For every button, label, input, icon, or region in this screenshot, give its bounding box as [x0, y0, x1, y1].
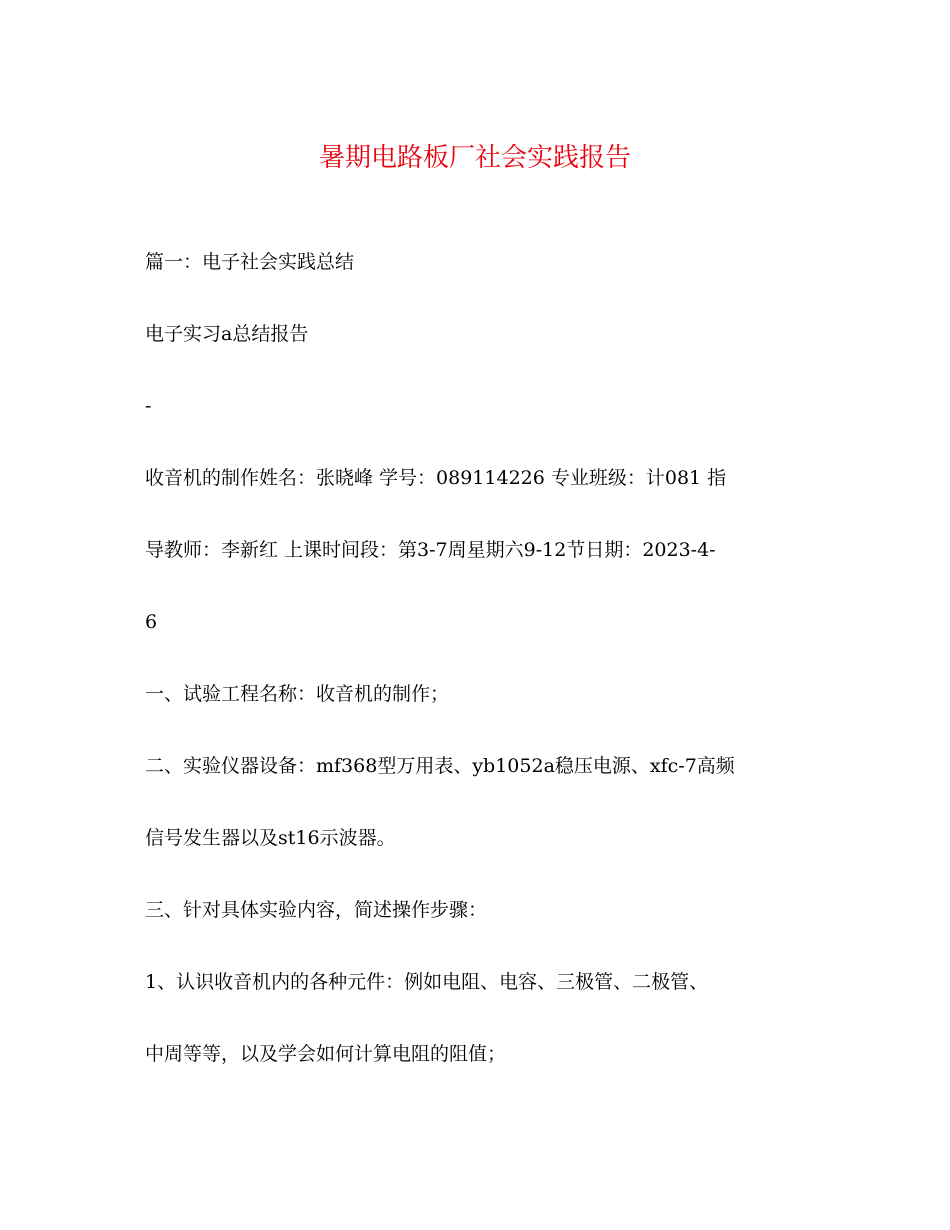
paragraph-line: 三、针对具体实验内容，简述操作步骤：	[145, 899, 488, 921]
paragraph-line: 导教师：李新红 上课时间段：第3-7周星期六9-12节日期：2023-4-	[145, 539, 716, 561]
paragraph-line: 一、试验工程名称：收音机的制作；	[145, 683, 450, 705]
document-title: 暑期电路板厂社会实践报告	[318, 143, 631, 173]
paragraph-line: 1、认识收音机内的各种元件：例如电阻、电容、三极管、二极管、	[145, 971, 709, 993]
paragraph-line: 二、实验仪器设备：mf368型万用表、yb1052a稳压电源、xfc-7高频	[145, 755, 735, 777]
document-body	[145, 244, 805, 1072]
paragraph-line: 信号发生器以及st16示波器。	[145, 827, 396, 849]
section-heading-1: 篇一：电子社会实践总结	[145, 251, 355, 273]
separator-dash: -	[145, 395, 152, 417]
report-subtitle: 电子实习a总结报告	[145, 323, 309, 345]
paragraph-line: 收音机的制作姓名：张晓峰 学号：089114226 专业班级：计081 指	[145, 467, 727, 489]
paragraph-line: 6	[145, 611, 158, 633]
paragraph-line: 中周等等，以及学会如何计算电阻的阻值；	[145, 1043, 507, 1065]
